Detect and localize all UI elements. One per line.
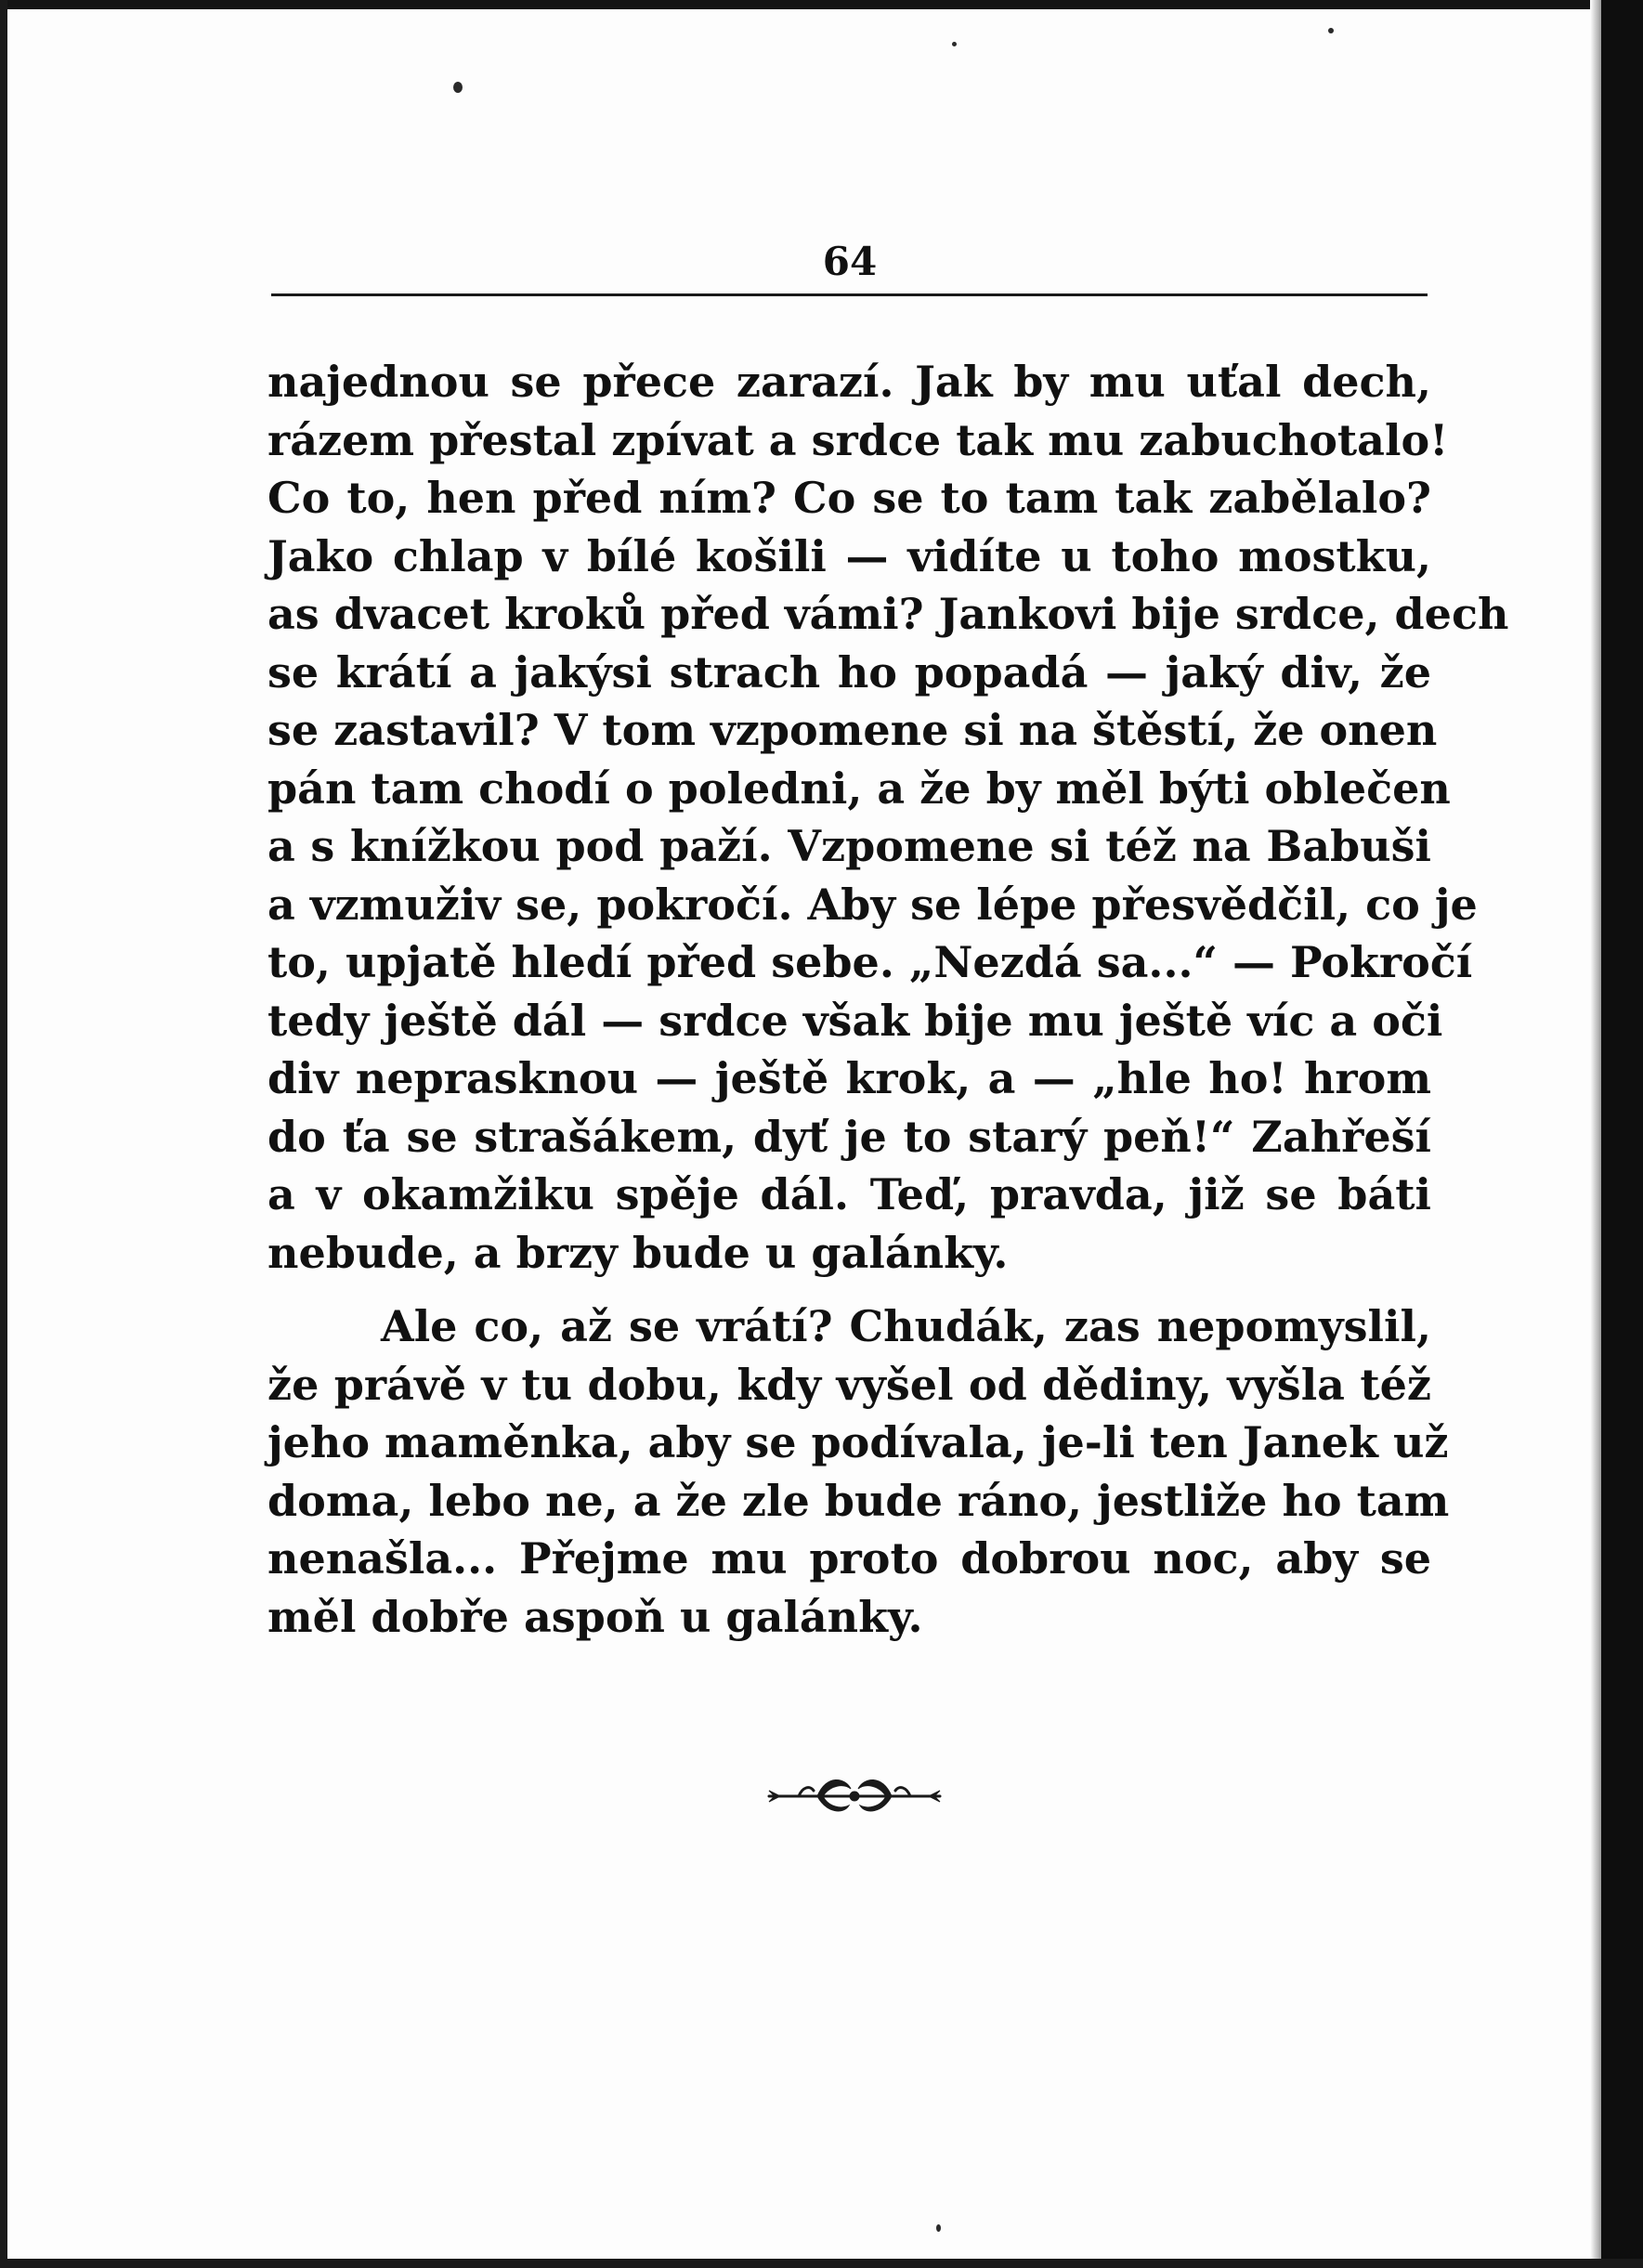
scan-speck [453,82,463,93]
scan-edge-right [1601,0,1643,2268]
paragraph-1 [267,353,1509,1282]
scan-speck [1328,28,1334,33]
text-line: se zastavil? V tom vzpomene si na štěstí, že onen [267,705,1438,755]
text-line: měl dobře aspoň u galánky. [267,1591,923,1642]
scan-edge-bottom [0,2259,1643,2268]
fleuron-ornament-icon [762,1765,947,1820]
fleuron-ornament-graphic [762,1765,947,1820]
paragraph-2 [267,1297,1450,1646]
text-line: nebude, a brzy bude u galánky. [267,1227,1009,1278]
text-line: nenašla... Přejme mu proto dobrou noc, aby se [267,1533,1431,1584]
text-line: tedy ještě dál — srdce však bije mu ještě víc a oči [267,995,1443,1046]
scan-edge-top [0,0,1643,9]
text-line: že právě v tu dobu, kdy vyšel od dědiny, vyšla též [267,1359,1431,1410]
text-line: Ale co, až se vrátí? Chudák, zas nepomyslil, [381,1301,1431,1351]
text-line: jeho maměnka, aby se podívala, je-li ten Janek už [267,1417,1449,1467]
header-rule [271,293,1428,296]
text-line: pán tam chodí o poledni, a že by měl býti oblečen [267,763,1451,814]
text-line: najednou se přece zarazí. Jak by mu uťal dech, [267,357,1431,407]
text-line: se krátí a jakýsi strach ho popadá — jaký div, že [267,646,1431,697]
text-line: div neprasknou — ještě krok, a — „hle ho! hrom [267,1053,1431,1103]
text-line: doma, lebo ne, a že zle bude ráno, jestliže ho tam [267,1475,1450,1526]
scan-speck [936,2224,941,2232]
page-curl-shadow [1590,0,1601,2268]
text-line: Jako chlap v bílé košili — vidíte u toho mostku, [267,530,1431,581]
text-line: do ťa se strašákem, dyť je to starý peň!“ Zahřeší [267,1111,1431,1162]
text-line: rázem přestal zpívat a srdce tak mu zabuchotalo! [267,414,1449,465]
text-line: as dvacet kroků před vámi? Jankovi bije srdce, dech [267,589,1509,639]
page-number: 64 [822,239,878,284]
text-line: to, upjatě hledí před sebe. „Nezdá sa...“ — Pokročí [267,937,1473,987]
text-line: Co to, hen před ním? Co se to tam tak zabělalo? [267,473,1431,523]
scan-edge-left [0,0,7,2268]
scan-speck [952,42,957,46]
body-text [267,353,1509,1646]
paragraph-gap [267,1282,1431,1297]
text-line: a v okamžiku spěje dál. Teď, pravda, již se báti [267,1169,1431,1219]
text-line: a s knížkou pod paží. Vzpomene si též na Babuši [267,821,1431,871]
text-line: a vzmuživ se, pokročí. Aby se lépe přesvědčil, co je [267,879,1478,930]
